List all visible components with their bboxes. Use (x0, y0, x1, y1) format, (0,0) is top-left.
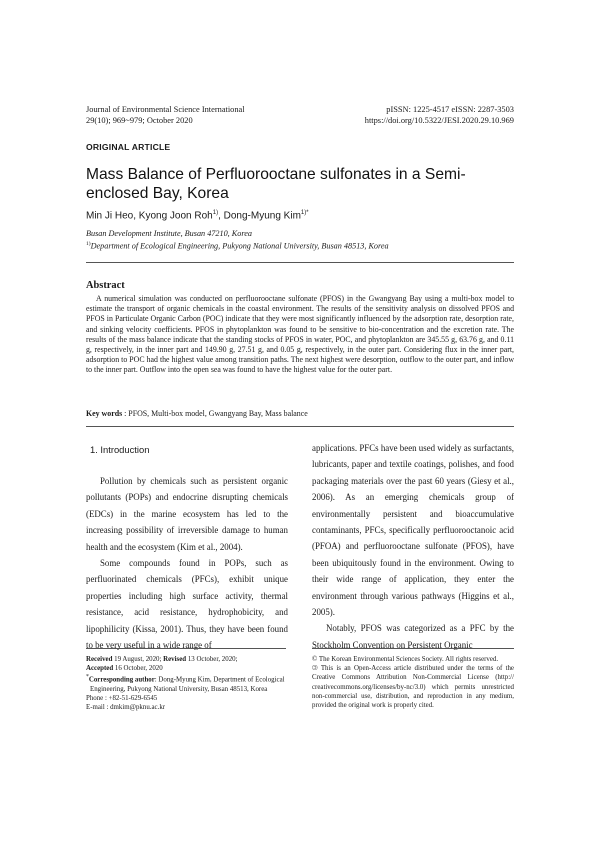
license-notice (312, 655, 514, 710)
paragraph: Pollution by chemicals such as persistent organic pollutants (POPs) and endocrine disrupting chemicals (EDCs) in the marine ecosystem has led to the increasing possibility of irreversible damage to human health and the ecosystem (Kim et al., 2004). (86, 476, 288, 552)
right-column (312, 440, 514, 653)
divider (86, 426, 514, 427)
corresponding-address: Engineering, Pukyong National University, Busan 48513, Korea (90, 685, 268, 693)
creative-commons-icon: 🄯 (312, 665, 318, 673)
author-name: , Dong-Myung Kim (218, 210, 301, 222)
article-history (86, 655, 296, 713)
journal-header-left (86, 104, 245, 126)
article-type: ORIGINAL ARTICLE (86, 142, 171, 152)
keywords-text: : PFOS, Multi-box model, Gwangyang Bay, Mass balance (122, 409, 308, 418)
phone: Phone : +82-51-629-6545 (86, 695, 158, 703)
keywords (86, 409, 308, 418)
author-list (86, 210, 309, 221)
copyright-icon: © (312, 656, 318, 663)
paper-title: Mass Balance of Perfluorooctane sulfonates in a Semi-enclosed Bay, Korea (86, 166, 466, 202)
journal-doi[interactable]: https://doi.org/10.5322/JESI.2020.29.10.969 (364, 116, 514, 125)
left-column (86, 440, 288, 653)
copyright-line: © The Korean Environmental Sciences Society. All rights reserved. (312, 656, 499, 663)
abstract-text: A numerical simulation was conducted on perfluorooctane sulfonate (PFOS) in the Gwangyang Bay using a multi-box model to estimate the transport of organic chemicals in the coastal environment. The results of the sensitivity analysis on dissolved PFOS and PFOS in Particulate Organic Carbon (POC) indicate that they were most significantly influenced by the adsorption rate, desorption rate, and sinking velocity coefficients. PFOS in phytoplankton was found to be sensitive to bio-concentration and the excretion rate. The results of the mass balance indicate that the standing stocks of PFOS in water, POC, and phytoplankton are 345.55 g, 63.76 g, and 0.11 g, respectively, in the inner part and 149.90 g, 27.51 g, and 0.05 g, respectively, in the outer part. Considering flux in the inner part, adsorption to POC had the highest value among transition paths. The next highest were desorption, outflow to the outer part, and inflow to the inner part. Outflow into the open sea was found to have the highest value for the outer part. (86, 294, 514, 375)
author-affiliation-mark: 1)* (300, 210, 309, 216)
received-line: Received 19 August, 2020; Revised 13 October, 2020; (86, 656, 238, 663)
email[interactable]: E-mail : dmkim@pknu.ac.kr (86, 704, 166, 712)
abstract-heading: Abstract (86, 280, 125, 291)
corresponding-author: *Corresponding author: Dong-Myung Kim, Department of Ecological (86, 674, 285, 684)
paragraph: Notably, PFOS was categorized as a PFC by the Stockholm Convention on Persistent Organic (312, 623, 514, 650)
author-affiliation-mark: 1) (212, 210, 219, 216)
divider (86, 262, 514, 263)
journal-volume: 29(10); 969~979; October 2020 (86, 116, 193, 125)
divider (86, 648, 286, 649)
divider (312, 648, 514, 649)
journal-name: Journal of Environmental Science International (86, 105, 245, 114)
license-line: 🄯 This is an Open-Access article distributed under the terms of the Creative Commons Attribution Non-Commercial License (http:// creativecommons.org/licenses/by-nc/3.0) which permits unrestricted non-commercial use, distribution, and reproduction in any medium, provided the original work is properly cited. (312, 665, 514, 710)
affiliation: Busan Development Institute, Busan 47210, Korea (86, 229, 252, 238)
paragraph: Some compounds found in POPs, such as perfluorinated chemicals (PFCs), exhibit unique properties including high surface activity, thermal resistance, acid resistance, hydrophobicity, and lipophilicity (Kissa, 2001). Thus, they have been found to be very useful in a wide range of (86, 558, 288, 651)
accepted-line: Accepted 16 October, 2020 (86, 665, 163, 673)
section-heading: 1. Introduction (90, 444, 150, 455)
author-name: Min Ji Heo, (86, 210, 139, 222)
journal-issn: pISSN: 1225-4517 eISSN: 2287-3503 (386, 105, 514, 114)
keywords-label: Key words (86, 409, 123, 418)
affiliation (86, 241, 389, 251)
paragraph: applications. PFCs have been used widely as surfactants, lubricants, paper and textile coatings, polishes, and food packaging materials over the past 60 years (Giesy et al., 2006). As an emerging chemicals group of environmentally persistent and bioaccumulative contaminants, PFCs, specifically perfluorooctanoic acid (PFOA) and perfluorooctane sulfonate (PFOS), have been ubiquitously found in the environment. Owing to their wide range of application, they enter the environment through various pathways (Higgins et al., 2005). (312, 443, 514, 618)
affiliation-text: Department of Ecological Engineering, Pukyong National University, Busan 48513, Korea (90, 241, 389, 251)
author-name: Kyong Joon Roh (138, 210, 213, 222)
affiliation-mark: 1) (86, 241, 91, 247)
journal-header-right (365, 104, 514, 126)
